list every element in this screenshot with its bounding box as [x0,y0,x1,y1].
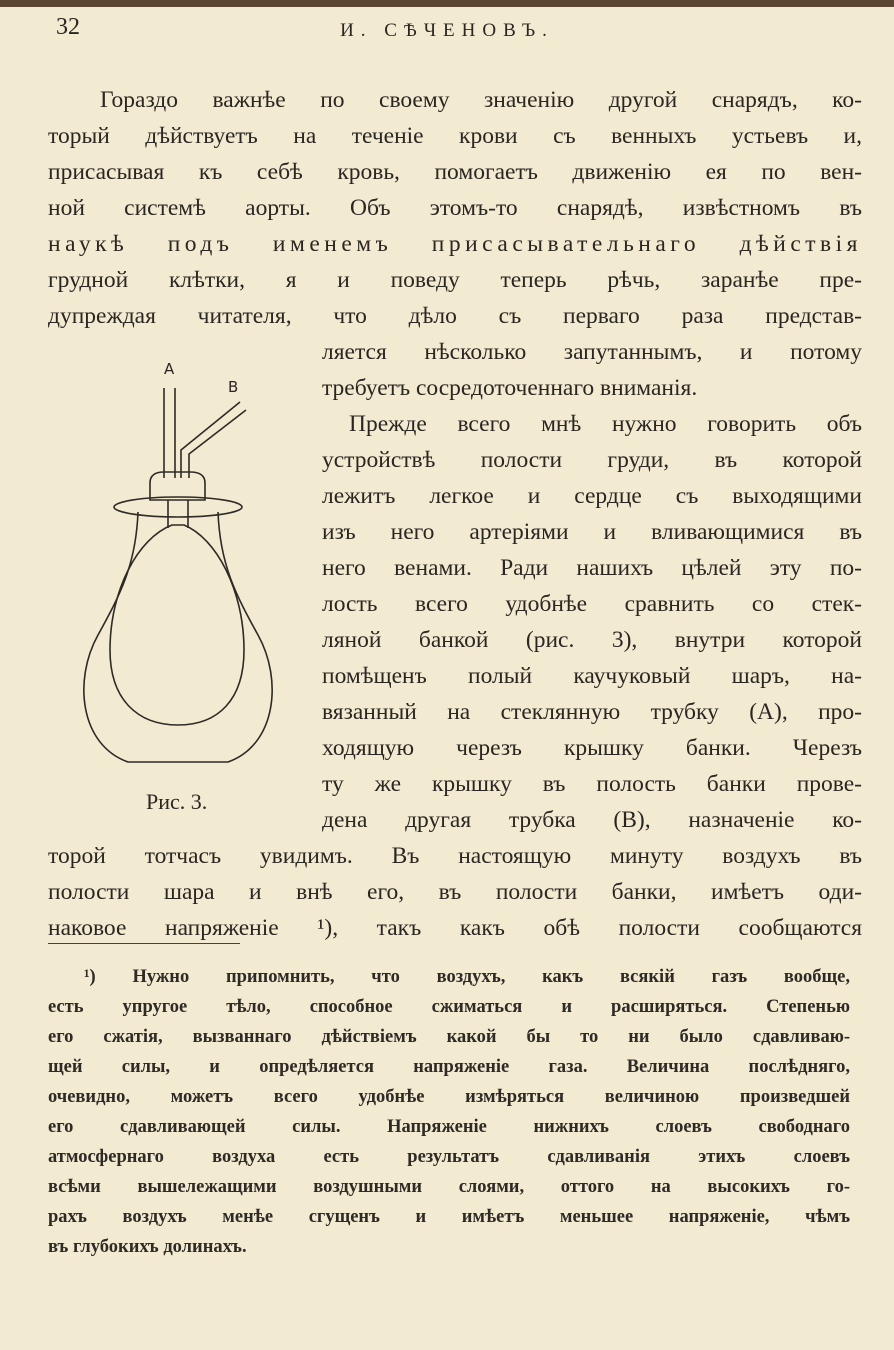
body-line: Прежде всего мнѣ нужно говорить объ [349,411,862,437]
body-line: изъ него артеріями и вливающимися въ [322,519,862,545]
body-line: помѣщенъ полый каучуковый шаръ, на- [322,663,862,689]
footnote-line: его сжатія, вызваннаго дѣйствіемъ какой бы то ни было сдавливаю- [48,1027,850,1047]
body-line: присасывая къ себѣ кровь, помогаетъ движенію ея по вен- [48,159,862,185]
footnote-line: щей силы, и опредѣляется напряженіе газа. Величина послѣдняго, [48,1057,850,1077]
page-top-edge [0,0,894,7]
body-line: ной системѣ аорты. Объ этомъ-то снарядѣ, извѣстномъ въ [48,195,862,221]
body-line: ляется нѣсколько запутаннымъ, и потому [322,339,862,365]
footnote-line: ¹) Нужно припомнить, что воздухъ, какъ всякій газъ вообще, [84,967,850,987]
label-a: A [164,360,175,378]
body-line: ходящую черезъ крышку банки. Черезъ [322,735,862,761]
body-line-emphasis: наукѣ подъ именемъ присасывательнаго дѣйствія [48,231,862,257]
footnote-line: его сдавливающей силы. Напряженіе нижнихъ слоевъ свободнаго [48,1117,850,1137]
stopper [150,472,205,500]
body-line: него венами. Ради нашихъ цѣлей эту по- [322,555,862,581]
page-number: 32 [56,14,80,40]
body-line: дена другая трубка (В), назначеніе ко- [322,807,862,833]
body-line: требуетъ сосредоточеннаго вниманія. [322,375,698,401]
tube-b-outer [181,402,240,478]
figure-caption: Рис. 3. [146,789,208,814]
body-line: полости шара и внѣ его, въ полости банки, имѣетъ оди- [48,879,862,905]
body-line: дупреждая читателя, что дѣло съ перваго раза представ- [48,303,862,329]
body-line: ту же крышку въ полость банки прове- [322,771,862,797]
footnote-line: очевидно, можетъ всего удобнѣе измѣряться величиною произведшей [48,1087,850,1107]
body-line: вязанный на стеклянную трубку (А), про- [322,699,862,725]
body-line: лежитъ легкое и сердце съ выходящими [322,483,862,509]
footnote-line: есть упругое тѣло, способное сжиматься и расширяться. Степенью [48,997,850,1017]
footnote-line: атмосфернаго воздуха есть результатъ сдавливанія этихъ слоевъ [48,1147,850,1167]
footnote-line: въ глубокихъ долинахъ. [48,1237,247,1257]
body-line: устройствѣ полости груди, въ которой [322,447,862,473]
body-line: наковое напряженіе ¹), такъ какъ обѣ полости сообщаются [48,915,862,941]
footnote-line: всѣми вышележащими воздушными слоями, оттого на высокихъ го- [48,1177,850,1197]
figure-bell-jar [68,350,300,780]
footnote-rule [48,943,240,944]
body-line: торый дѣйствуетъ на теченіе крови съ венныхъ устьевъ и, [48,123,862,149]
bell-jar-illustration [68,350,300,780]
running-title: И. СѢЧЕНОВЪ. [340,20,554,41]
body-line: лость всего удобнѣе сравнить со стек- [322,591,862,617]
footnote-line: рахъ воздухъ менѣе сгущенъ и имѣетъ меньшее напряженіе, чѣмъ [48,1207,850,1227]
body-line: ляной банкой (рис. 3), внутри которой [322,627,862,653]
body-line: торой тотчасъ увидимъ. Въ настоящую минуту воздухъ въ [48,843,862,869]
body-line: Гораздо важнѣе по своему значенію другой снарядъ, ко- [100,87,862,113]
body-line: грудной клѣтки, я и поведу теперь рѣчь, заранѣе пре- [48,267,862,293]
label-b: B [228,378,239,396]
